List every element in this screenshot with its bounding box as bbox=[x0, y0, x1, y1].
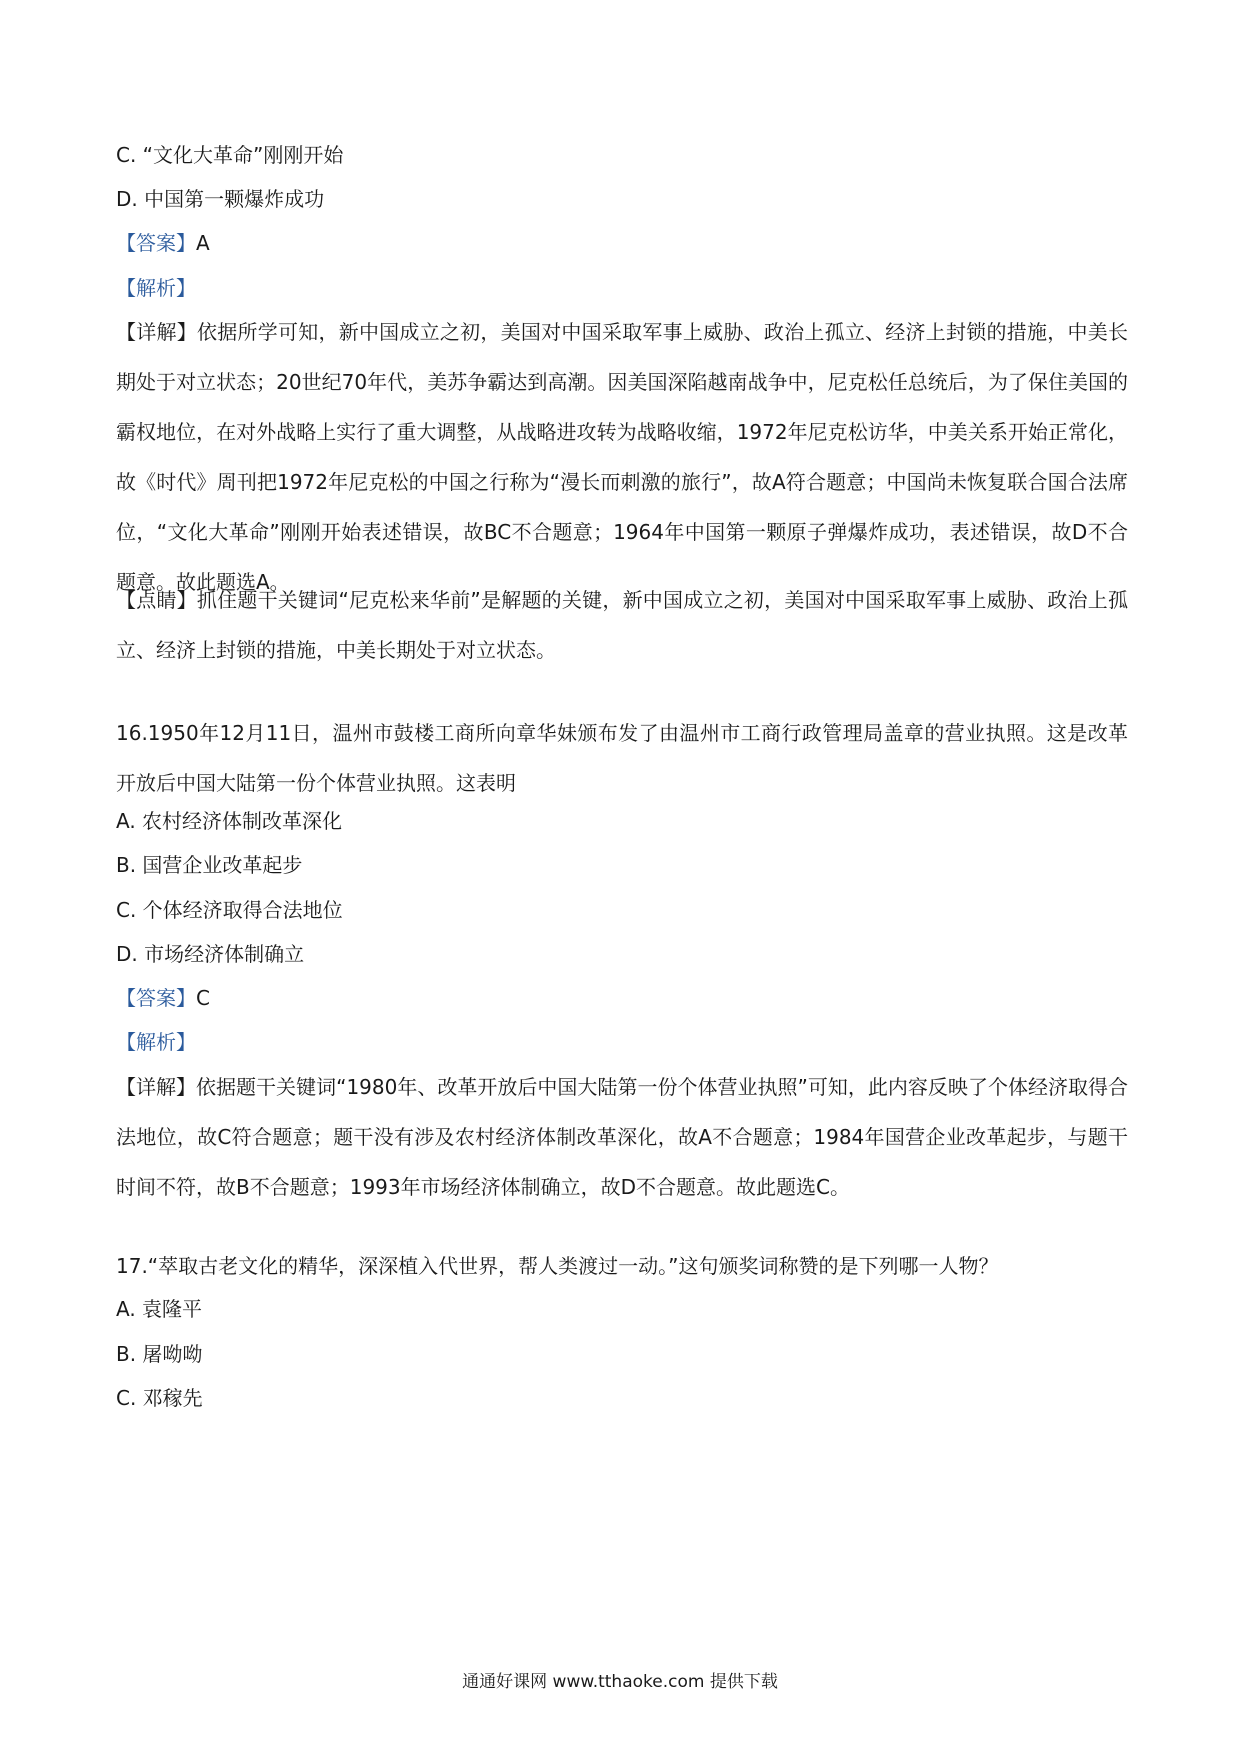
q16-option-b: B. 国营企业改革起步 bbox=[116, 853, 303, 877]
answer-value: A bbox=[196, 231, 210, 255]
q15-tip: 【点睛】抓住题干关键词“尼克松来华前”是解题的关键，新中国成立之初，美国对中国采取军事上威胁、政治上孤立、经济上封锁的措施，中美长期处于对立状态。 bbox=[116, 588, 1128, 662]
q16-option-d: D. 市场经济体制确立 bbox=[116, 942, 305, 966]
q16-detail: 【详解】依据题干关键词“1980年、改革开放后中国大陆第一份个体营业执照”可知，此内容反映了个体经济取得合法地位，故C符合题意；题干没有涉及农村经济体制改革深化，故A不合题意；1984年国营企业改革起步，与题干时间不符，故B不合题意；1993年市场经济体制确立，故D不合题意。故此题选C。 bbox=[116, 1075, 1128, 1199]
q17-option-b: B. 屠呦呦 bbox=[116, 1342, 203, 1366]
q16-stem: 16.1950年12月11日，温州市鼓楼工商所向章华妹颁布发了由温州市工商行政管理局盖章的营业执照。这是改革开放后中国大陆第一份个体营业执照。这表明 bbox=[116, 721, 1128, 795]
page-footer: 通通好课网 www.tthaoke.com 提供下载 bbox=[462, 1672, 778, 1692]
answer-label: 【答案】 bbox=[116, 986, 196, 1010]
q16-analysis-label: 【解析】 bbox=[116, 1030, 196, 1054]
answer-label: 【答案】 bbox=[116, 231, 196, 255]
q16-answer bbox=[116, 985, 210, 1011]
q17-option-a: A. 袁隆平 bbox=[116, 1297, 203, 1321]
q15-option-d: D. 中国第一颗爆炸成功 bbox=[116, 187, 325, 211]
q16-option-a: A. 农村经济体制改革深化 bbox=[116, 809, 343, 833]
q17-option-c: C. 邓稼先 bbox=[116, 1386, 203, 1410]
q17-stem: 17.“萃取古老文化的精华，深深植入代世界，帮人类渡过一动。”这句颁奖词称赞的是下列哪一人物？ bbox=[116, 1254, 999, 1278]
q15-analysis-label: 【解析】 bbox=[116, 276, 196, 300]
answer-value: C bbox=[196, 986, 210, 1010]
q15-detail: 【详解】依据所学可知，新中国成立之初，美国对中国采取军事上威胁、政治上孤立、经济上封锁的措施，中美长期处于对立状态；20世纪70年代，美苏争霸达到高潮。因美国深陷越南战争中，尼克松任总统后，为了保住美国的霸权地位，在对外战略上实行了重大调整，从战略进攻转为战略收缩，1972年尼克松访华，中美关系开始正常化，故《时代》周刊把1972年尼克松的中国之行称为“漫长而刺激的旅行”，故A符合题意；中国尚未恢复联合国合法席位，“文化大革命”刚刚开始表述错误，故BC不合题意；1964年中国第一颗原子弹爆炸成功，表述错误，故D不合题意。故此题选A。 bbox=[116, 320, 1128, 594]
q16-option-c: C. 个体经济取得合法地位 bbox=[116, 898, 343, 922]
q15-answer bbox=[116, 230, 210, 256]
q15-option-c: C. “文化大革命”刚刚开始 bbox=[116, 143, 344, 167]
